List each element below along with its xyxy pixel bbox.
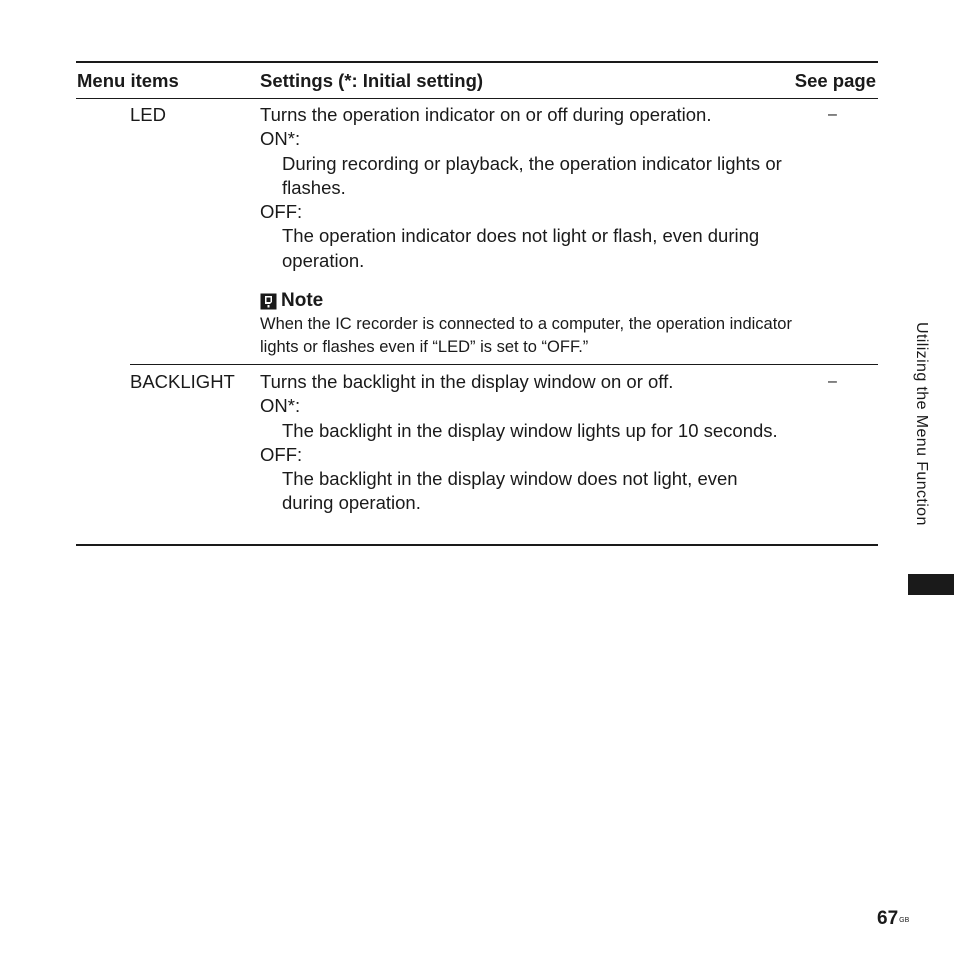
see-page-backlight: – [828,373,837,390]
table-top-rule [76,61,878,63]
header-rule [76,98,878,99]
backlight-settings [260,370,780,516]
note-title: Note [281,290,324,311]
section-side-label: Utilizing the Menu Function [913,322,930,526]
led-settings [260,103,805,273]
header-see-page: See page [794,70,876,91]
note-text: When the IC recorder is connected to a computer, the operation indicator lights or flashes even if “LED” is set to “OFF.” [260,315,792,356]
note-icon [260,293,277,310]
backlight-description: Turns the backlight in the display window on or off. [260,371,674,392]
header-menu-items: Menu items [77,70,179,91]
page-number-value: 67 [877,908,899,929]
page-number-suffix: GB [899,917,910,924]
header-settings: Settings (*: Initial setting) [260,70,484,91]
led-on-text: During recording or playback, the operation indicator lights or flashes. [282,152,782,198]
menu-item-led: LED [130,104,166,125]
row-divider [130,364,878,365]
backlight-on-label: ON*: [260,395,301,417]
led-description: Turns the operation indicator on or off during operation. [260,104,712,125]
led-on-label: ON*: [260,128,301,150]
backlight-on-text: The backlight in the display window lights up for 10 seconds. [282,419,778,441]
note-heading [260,289,323,313]
table-bottom-rule [76,544,878,546]
menu-item-backlight: BACKLIGHT [130,371,235,392]
backlight-off-text: The backlight in the display window does not light, even during operation. [282,468,738,514]
backlight-off-label: OFF: [260,443,303,465]
see-page-led: – [828,106,837,123]
led-off-label: OFF: [260,201,303,223]
led-off-text: The operation indicator does not light or flash, even during operation. [282,225,760,271]
section-tab-marker [908,574,954,595]
page-number [877,907,909,931]
